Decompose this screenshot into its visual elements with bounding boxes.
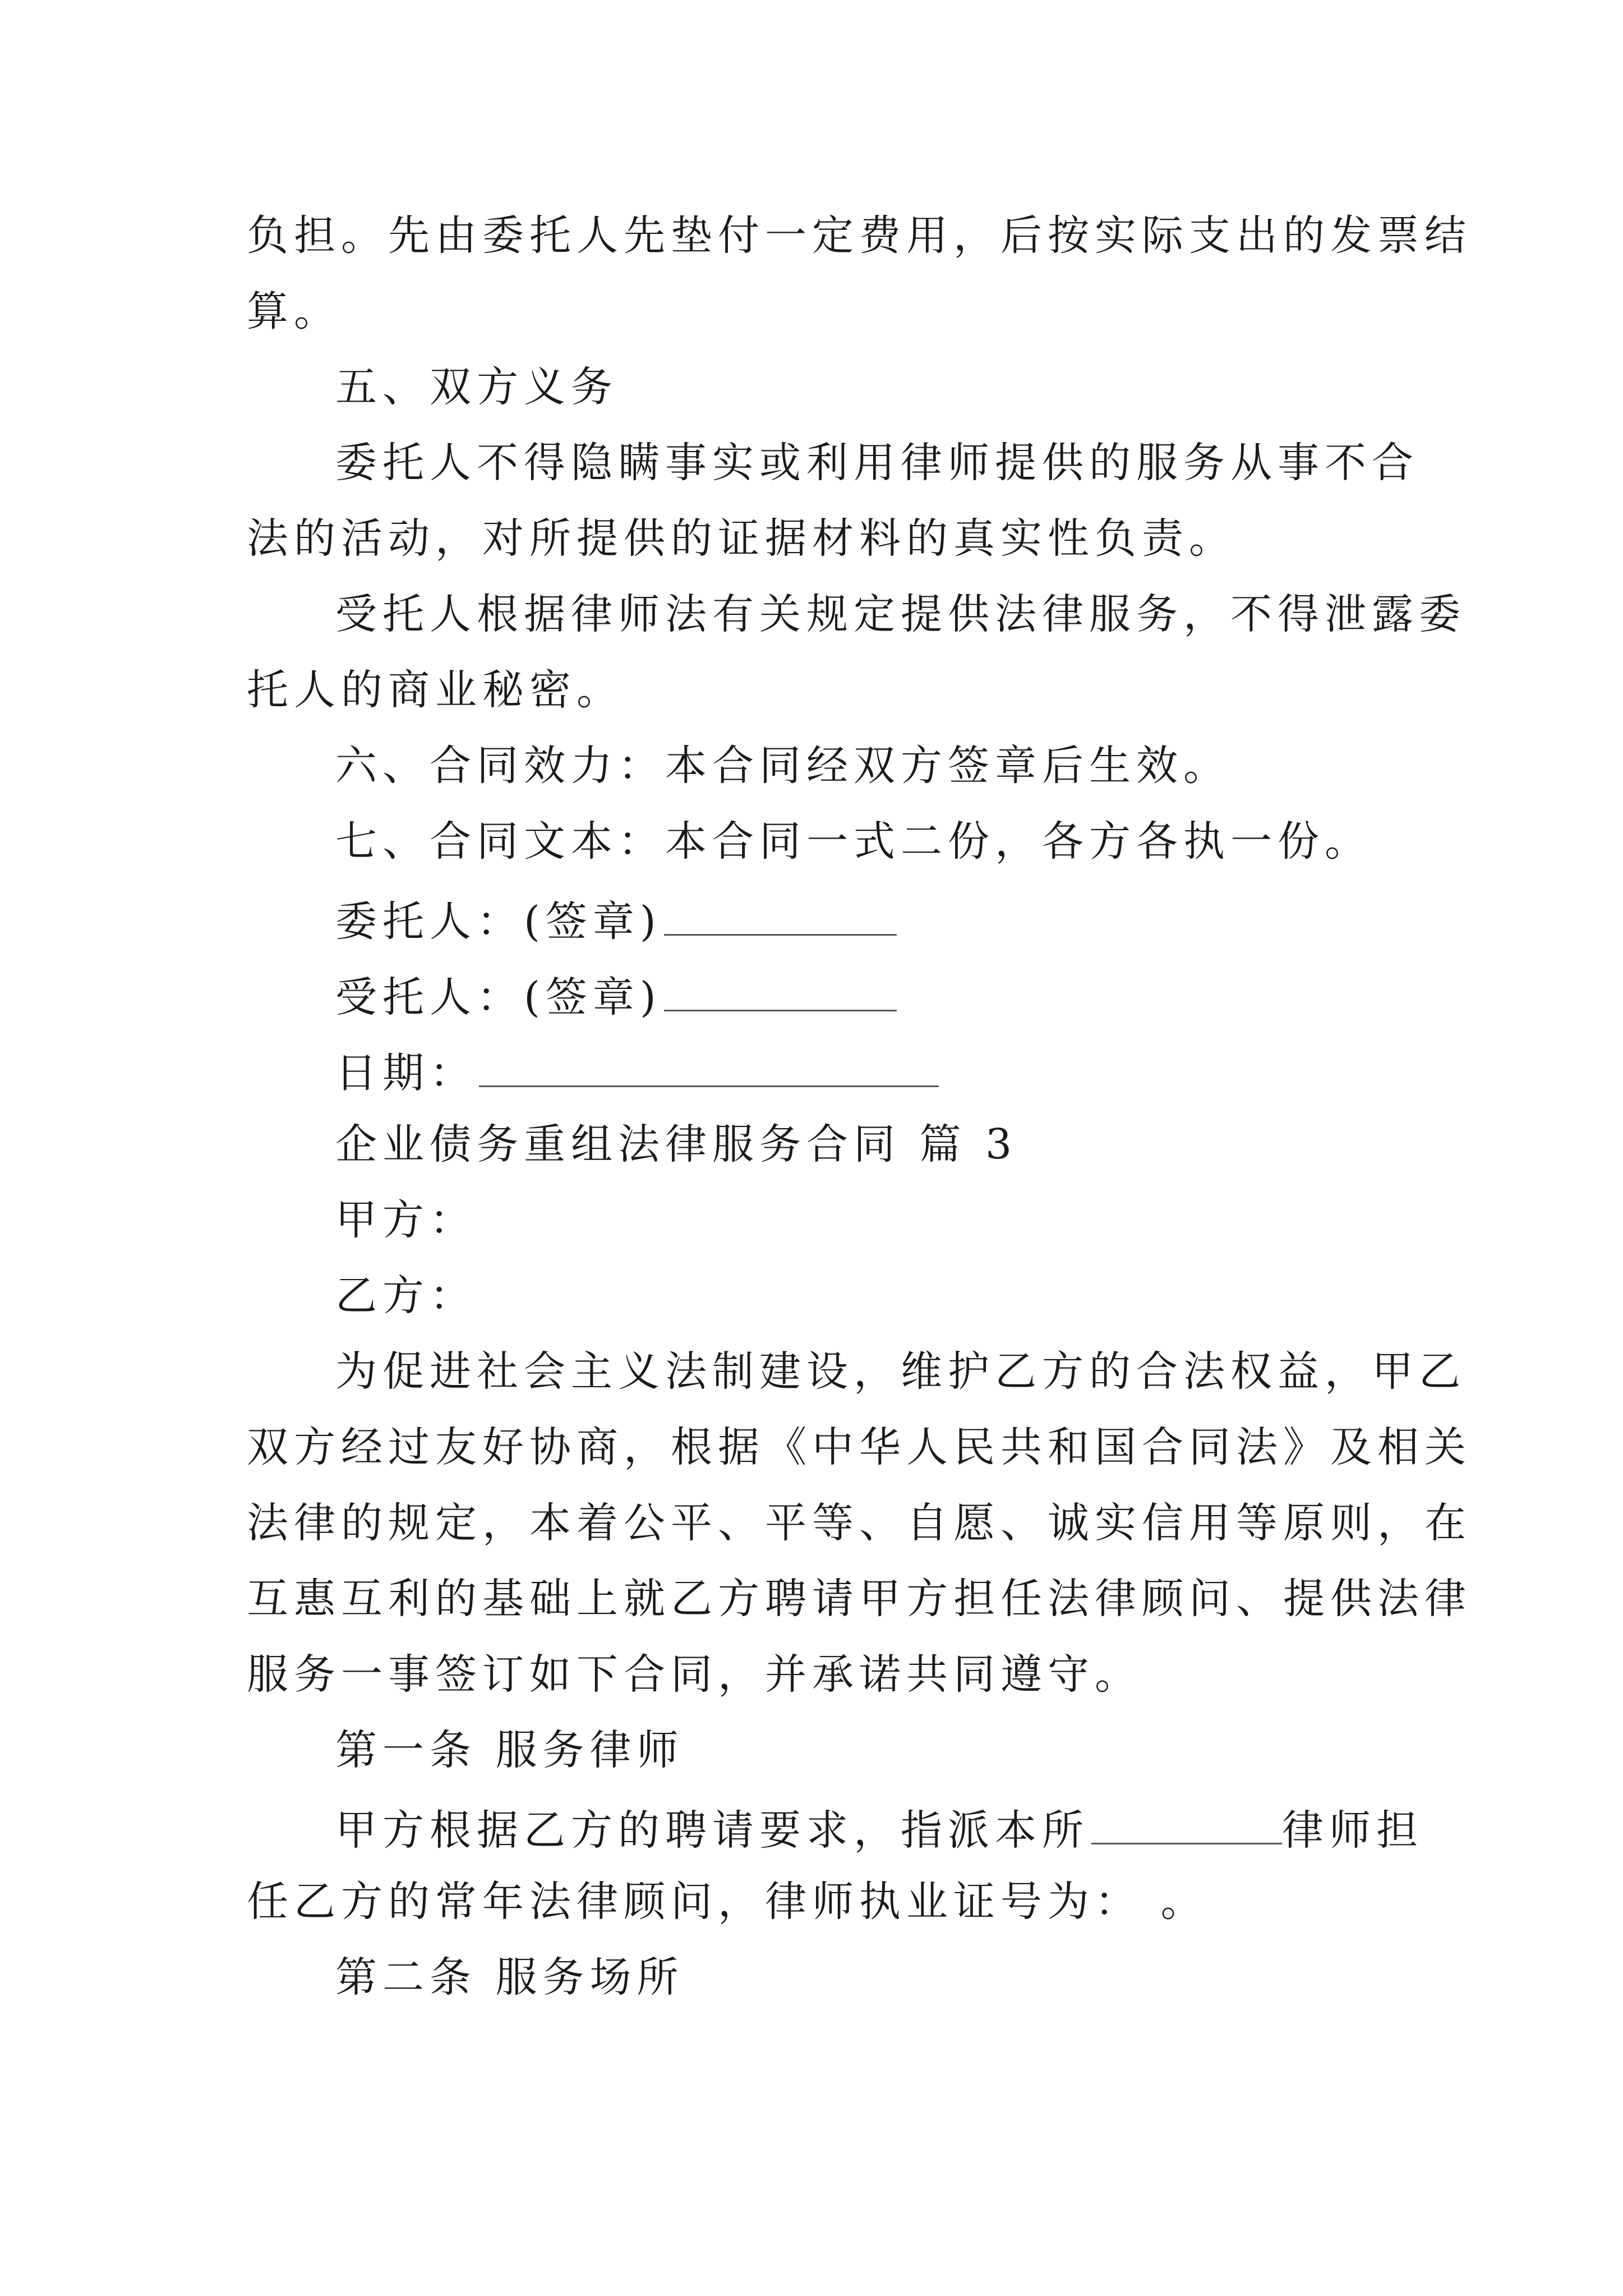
paragraph-line: 法的活动，对所提供的证据材料的真实性负责。: [247, 514, 1236, 563]
agent-signature-row: [335, 965, 897, 1025]
agent-signature-label: 受托人：(签章): [335, 973, 662, 1022]
party-b-label: 乙方：: [335, 1272, 477, 1320]
paragraph-line: 法律的规定，本着公平、平等、自愿、诚实信用等原则，在: [247, 1499, 1472, 1547]
paragraph-line: 受托人根据律师法有关规定提供法律服务，不得泄露委: [335, 590, 1466, 638]
paragraph-line: 为促进社会主义法制建设，维护乙方的合法权益，甲乙: [335, 1347, 1466, 1396]
paragraph-line: [335, 1798, 1423, 1858]
paragraph-line: 服务一事签订如下合同，并承诺共同遵守。: [247, 1650, 1142, 1699]
paragraph-line: 互惠互利的基础上就乙方聘请甲方担任法律顾问、提供法律: [247, 1575, 1472, 1623]
date-row: [335, 1041, 939, 1101]
client-signature-blank: [664, 889, 897, 936]
section-heading: 七、合同文本：本合同一式二份，各方各执一份。: [335, 817, 1372, 866]
article1-text-end: 律师担: [1282, 1806, 1423, 1855]
client-signature-row: [335, 889, 897, 950]
article-heading: 第二条 服务场所: [335, 1953, 684, 2001]
paragraph-line: 负担。先由委托人先垫付一定费用，后按实际支出的发票结: [247, 211, 1472, 260]
date-blank: [479, 1041, 939, 1087]
client-signature-label: 委托人：(签章): [335, 898, 662, 946]
paragraph-line: 双方经过友好协商，根据《中华人民共和国合同法》及相关: [247, 1423, 1472, 1471]
section-heading: 六、合同效力：本合同经双方签章后生效。: [335, 742, 1230, 790]
party-a-label: 甲方：: [335, 1196, 477, 1244]
paragraph-line: 委托人不得隐瞒事实或利用律师提供的服务从事不合: [335, 439, 1419, 487]
contract-title: 企业债务重组法律服务合同 篇 3: [335, 1120, 1018, 1168]
article1-text-start: 甲方根据乙方的聘请要求，指派本所: [335, 1806, 1089, 1855]
paragraph-line: 任乙方的常年法律顾问，律师执业证号为： 。: [247, 1878, 1208, 1926]
lawyer-name-blank: [1091, 1798, 1282, 1844]
paragraph-line: 托人的商业秘密。: [247, 666, 624, 714]
paragraph-line: 算。: [247, 287, 341, 335]
date-label: 日期：: [335, 1049, 477, 1097]
section-heading: 五、双方义务: [335, 363, 618, 411]
article-heading: 第一条 服务律师: [335, 1726, 684, 1774]
agent-signature-blank: [664, 965, 897, 1011]
